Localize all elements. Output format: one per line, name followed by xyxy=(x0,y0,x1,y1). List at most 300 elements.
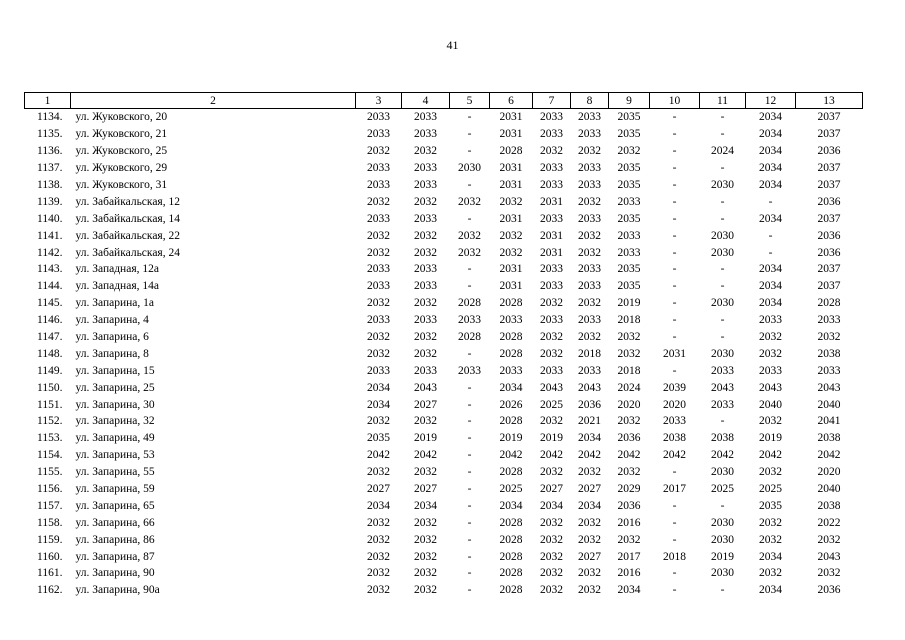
column-header: 13 xyxy=(796,93,863,109)
year-cell: 2034 xyxy=(759,584,782,597)
year-cell: - xyxy=(467,381,472,394)
year-cell: 2033 xyxy=(578,280,601,293)
table-row xyxy=(25,582,863,599)
year-cell: 2037 xyxy=(817,280,841,293)
year-cell: 2036 xyxy=(817,584,841,597)
year-cell: 2038 xyxy=(817,347,841,360)
year-cell: 2028 xyxy=(499,415,523,428)
year-cell: 2035 xyxy=(617,179,641,191)
year-cell: - xyxy=(467,483,472,496)
year-cell: - xyxy=(672,297,677,310)
address-cell: ул. Жуковского, 25 xyxy=(75,145,168,158)
address-cell: ул. Забайкальская, 14 xyxy=(75,212,180,225)
year-cell: 2032 xyxy=(367,533,390,546)
table-row xyxy=(25,497,863,514)
year-cell: 2042 xyxy=(414,449,437,462)
year-cell: 2033 xyxy=(540,280,563,293)
year-cell: 2028 xyxy=(499,516,523,529)
year-cell: - xyxy=(720,415,725,428)
year-cell: - xyxy=(768,195,773,208)
address-cell: ул. Запарина, 53 xyxy=(75,449,155,462)
year-cell: 2035 xyxy=(617,162,641,175)
row-number-cell: 1161. xyxy=(37,567,63,580)
row-number-cell: 1158. xyxy=(37,516,63,529)
year-cell: 2034 xyxy=(759,212,782,225)
year-cell: 2043 xyxy=(578,381,601,394)
year-cell: 2032 xyxy=(578,145,601,158)
year-cell: 2019 xyxy=(499,432,523,445)
year-cell: 2036 xyxy=(578,398,601,411)
year-cell: - xyxy=(672,364,677,377)
year-cell: 2030 xyxy=(711,533,734,546)
year-cell: 2028 xyxy=(499,466,523,479)
year-cell: 2033 xyxy=(711,398,734,411)
year-cell: 2033 xyxy=(711,364,734,377)
year-cell: 2031 xyxy=(499,179,523,191)
address-cell: ул. Запарина, 32 xyxy=(75,415,155,428)
table-row xyxy=(25,345,863,362)
year-cell: 2028 xyxy=(499,584,523,597)
year-cell: 2032 xyxy=(617,347,641,360)
year-cell: 2032 xyxy=(414,516,437,529)
year-cell: 2032 xyxy=(578,567,601,580)
year-cell: 2032 xyxy=(540,466,563,479)
year-cell: 2032 xyxy=(367,415,390,428)
year-cell: - xyxy=(768,246,773,259)
year-cell: - xyxy=(720,584,725,597)
year-cell: 2032 xyxy=(540,331,563,344)
year-cell: 2031 xyxy=(499,280,523,293)
year-cell: 2036 xyxy=(817,229,841,242)
table-row xyxy=(25,329,863,346)
year-cell: 2031 xyxy=(499,111,523,124)
year-cell: 2032 xyxy=(414,584,437,597)
table-row xyxy=(25,109,863,126)
year-cell: 2028 xyxy=(458,297,481,310)
column-header: 9 xyxy=(609,93,650,109)
year-cell: 2035 xyxy=(617,280,641,293)
year-cell: 2030 xyxy=(711,297,734,310)
address-cell: ул. Запарина, 30 xyxy=(75,398,155,411)
data-table xyxy=(24,92,863,599)
column-header: 7 xyxy=(533,93,571,109)
row-number-cell: 1160. xyxy=(37,550,63,563)
column-header: 3 xyxy=(356,93,402,109)
year-cell: - xyxy=(467,550,472,563)
year-cell: 2033 xyxy=(578,314,601,327)
year-cell: 2040 xyxy=(817,483,841,496)
year-cell: - xyxy=(720,128,725,141)
year-cell: 2032 xyxy=(578,229,601,242)
year-cell: 2018 xyxy=(578,347,601,360)
address-cell: ул. Запарина, 25 xyxy=(75,381,155,394)
year-cell: 2017 xyxy=(617,550,641,563)
row-number-cell: 1145. xyxy=(37,297,63,310)
year-cell: 2033 xyxy=(414,314,437,327)
year-cell: - xyxy=(467,516,472,529)
year-cell: 2032 xyxy=(540,533,563,546)
year-cell: - xyxy=(467,584,472,597)
year-cell: - xyxy=(720,212,725,225)
year-cell: 2032 xyxy=(617,145,641,158)
row-number-cell: 1142. xyxy=(37,246,63,259)
address-cell: ул. Запарина, 65 xyxy=(75,499,155,512)
year-cell: 2033 xyxy=(540,314,563,327)
year-cell: 2033 xyxy=(367,111,390,124)
year-cell: 2028 xyxy=(499,331,523,344)
row-number-cell: 1143. xyxy=(37,263,63,276)
year-cell: 2038 xyxy=(663,432,686,445)
year-cell: 2033 xyxy=(414,364,437,377)
year-cell: 2032 xyxy=(578,331,601,344)
year-cell: 2031 xyxy=(499,212,523,225)
year-cell: 2033 xyxy=(367,162,390,175)
year-cell: - xyxy=(467,179,472,191)
row-number-cell: 1136. xyxy=(37,145,63,158)
year-cell: 2028 xyxy=(458,331,481,344)
year-cell: 2032 xyxy=(458,246,481,259)
table-row xyxy=(25,295,863,312)
address-cell: ул. Западная, 14а xyxy=(75,280,159,293)
year-cell: 2020 xyxy=(663,398,686,411)
year-cell: 2033 xyxy=(499,364,523,377)
year-cell: 2030 xyxy=(711,347,734,360)
table-row xyxy=(25,531,863,548)
column-header: 10 xyxy=(650,93,700,109)
year-cell: 2037 xyxy=(817,162,841,175)
year-cell: 2043 xyxy=(414,381,437,394)
year-cell: 2024 xyxy=(617,381,641,394)
year-cell: 2032 xyxy=(759,516,782,529)
year-cell: 2032 xyxy=(578,297,601,310)
year-cell: 2032 xyxy=(578,516,601,529)
row-number-cell: 1151. xyxy=(37,398,63,411)
year-cell: 2043 xyxy=(711,381,734,394)
year-cell: 2034 xyxy=(759,145,782,158)
year-cell: 2033 xyxy=(617,246,641,259)
table-row xyxy=(25,177,863,194)
year-cell: 2033 xyxy=(414,280,437,293)
row-number-cell: 1134. xyxy=(37,111,63,124)
year-cell: 2032 xyxy=(499,195,523,208)
year-cell: 2018 xyxy=(663,550,686,563)
year-cell: 2019 xyxy=(759,432,782,445)
year-cell: 2043 xyxy=(817,381,841,394)
year-cell: 2032 xyxy=(540,516,563,529)
year-cell: 2022 xyxy=(817,516,841,529)
year-cell: 2042 xyxy=(663,449,686,462)
year-cell: 2027 xyxy=(578,550,601,563)
year-cell: - xyxy=(672,128,677,141)
year-cell: - xyxy=(672,584,677,597)
year-cell: 2034 xyxy=(759,179,782,191)
year-cell: 2031 xyxy=(499,263,523,276)
year-cell: 2034 xyxy=(617,584,641,597)
year-cell: - xyxy=(720,195,725,208)
table-row xyxy=(25,481,863,498)
address-cell: ул. Жуковского, 29 xyxy=(75,162,168,175)
year-cell: 2033 xyxy=(578,212,601,225)
year-cell: - xyxy=(467,415,472,428)
address-cell: ул. Жуковского, 20 xyxy=(75,111,168,124)
year-cell: 2038 xyxy=(817,432,841,445)
year-cell: - xyxy=(467,398,472,411)
year-cell: 2033 xyxy=(414,179,437,191)
year-cell: 2033 xyxy=(499,314,523,327)
year-cell: - xyxy=(720,111,725,124)
year-cell: - xyxy=(672,195,677,208)
year-cell: 2032 xyxy=(578,584,601,597)
year-cell: 2042 xyxy=(617,449,641,462)
address-cell: ул. Запарина, 59 xyxy=(75,483,155,496)
year-cell: 2037 xyxy=(817,111,841,124)
year-cell: - xyxy=(467,128,472,141)
year-cell: 2033 xyxy=(367,128,390,141)
year-cell: 2040 xyxy=(759,398,782,411)
year-cell: 2032 xyxy=(414,567,437,580)
year-cell: 2028 xyxy=(499,533,523,546)
year-cell: 2038 xyxy=(817,499,841,512)
column-header: 6 xyxy=(490,93,533,109)
row-number-cell: 1150. xyxy=(37,381,63,394)
year-cell: 2033 xyxy=(540,128,563,141)
year-cell: 2033 xyxy=(414,162,437,175)
year-cell: 2027 xyxy=(540,483,563,496)
year-cell: 2034 xyxy=(759,128,782,141)
row-number-cell: 1154. xyxy=(37,449,63,462)
year-cell: 2033 xyxy=(540,364,563,377)
year-cell: 2033 xyxy=(578,128,601,141)
year-cell: 2032 xyxy=(499,229,523,242)
address-cell: ул. Запарина, 90а xyxy=(75,584,160,597)
table-row xyxy=(25,430,863,447)
year-cell: 2033 xyxy=(540,212,563,225)
year-cell: 2032 xyxy=(759,415,782,428)
column-header: 4 xyxy=(402,93,450,109)
year-cell: 2032 xyxy=(817,331,841,344)
year-cell: 2032 xyxy=(540,550,563,563)
year-cell: 2017 xyxy=(663,483,686,496)
year-cell: - xyxy=(720,280,725,293)
table-row xyxy=(25,514,863,531)
year-cell: 2032 xyxy=(578,195,601,208)
year-cell: 2032 xyxy=(367,145,390,158)
address-cell: ул. Запарина, 49 xyxy=(75,432,155,445)
year-cell: - xyxy=(467,567,472,580)
address-cell: ул. Забайкальская, 24 xyxy=(75,246,180,259)
year-cell: - xyxy=(720,162,725,175)
year-cell: 2032 xyxy=(499,246,523,259)
year-cell: 2033 xyxy=(367,263,390,276)
year-cell: 2034 xyxy=(759,297,782,310)
year-cell: 2033 xyxy=(578,162,601,175)
year-cell: 2032 xyxy=(540,584,563,597)
address-cell: ул. Запарина, 1а xyxy=(75,297,154,310)
row-number-cell: 1140. xyxy=(37,212,63,225)
year-cell: 2037 xyxy=(817,179,841,191)
year-cell: - xyxy=(672,516,677,529)
year-cell: 2032 xyxy=(367,550,390,563)
year-cell: 2033 xyxy=(578,179,601,191)
year-cell: 2033 xyxy=(367,314,390,327)
row-number-cell: 1155. xyxy=(37,466,63,479)
year-cell: 2032 xyxy=(367,229,390,242)
year-cell: 2032 xyxy=(540,297,563,310)
year-cell: 2032 xyxy=(617,533,641,546)
year-cell: 2031 xyxy=(663,347,686,360)
year-cell: 2034 xyxy=(759,550,782,563)
year-cell: 2026 xyxy=(499,398,523,411)
year-cell: - xyxy=(467,145,472,158)
row-number-cell: 1153. xyxy=(37,432,63,445)
year-cell: 2042 xyxy=(817,449,841,462)
year-cell: 2043 xyxy=(540,381,563,394)
year-cell: 2034 xyxy=(367,499,390,512)
year-cell: 2033 xyxy=(617,229,641,242)
table-row xyxy=(25,261,863,278)
year-cell: 2041 xyxy=(817,415,841,428)
year-cell: 2034 xyxy=(759,263,782,276)
year-cell: 2033 xyxy=(414,111,437,124)
address-cell: ул. Запарина, 4 xyxy=(75,314,149,327)
row-number-cell: 1156. xyxy=(37,483,63,496)
year-cell: - xyxy=(672,499,677,512)
year-cell: - xyxy=(672,280,677,293)
row-number-cell: 1135. xyxy=(37,128,63,141)
year-cell: 2028 xyxy=(817,297,841,310)
row-number-cell: 1152. xyxy=(37,415,63,428)
year-cell: 2033 xyxy=(540,111,563,124)
address-cell: ул. Забайкальская, 12 xyxy=(75,195,180,208)
year-cell: - xyxy=(467,499,472,512)
year-cell: 2035 xyxy=(617,111,641,124)
row-number-cell: 1148. xyxy=(37,347,63,360)
year-cell: - xyxy=(672,212,677,225)
table-header-row xyxy=(25,93,863,109)
table-row xyxy=(25,160,863,177)
row-number-cell: 1141. xyxy=(37,229,63,242)
year-cell: 2020 xyxy=(617,398,641,411)
year-cell: 2020 xyxy=(817,466,841,479)
year-cell: 2038 xyxy=(711,432,734,445)
year-cell: 2034 xyxy=(578,499,601,512)
year-cell: - xyxy=(672,246,677,259)
year-cell: 2033 xyxy=(578,263,601,276)
address-cell: ул. Запарина, 86 xyxy=(75,533,155,546)
year-cell: 2028 xyxy=(499,550,523,563)
year-cell: - xyxy=(467,263,472,276)
year-cell: 2032 xyxy=(817,533,841,546)
address-cell: ул. Западная, 12а xyxy=(75,263,159,276)
table-row xyxy=(25,126,863,143)
year-cell: 2032 xyxy=(367,347,390,360)
year-cell: 2034 xyxy=(499,381,523,394)
row-number-cell: 1146. xyxy=(37,314,63,327)
column-header: 5 xyxy=(450,93,490,109)
year-cell: 2032 xyxy=(540,347,563,360)
year-cell: 2032 xyxy=(617,415,641,428)
year-cell: 2037 xyxy=(817,212,841,225)
year-cell: 2032 xyxy=(759,347,782,360)
year-cell: 2030 xyxy=(711,567,734,580)
column-header: 8 xyxy=(571,93,609,109)
year-cell: 2032 xyxy=(759,567,782,580)
year-cell: - xyxy=(467,347,472,360)
year-cell: 2032 xyxy=(367,466,390,479)
year-cell: - xyxy=(467,280,472,293)
table-row xyxy=(25,396,863,413)
year-cell: 2032 xyxy=(414,533,437,546)
row-number-cell: 1137. xyxy=(37,162,63,175)
year-cell: - xyxy=(672,331,677,344)
year-cell: 2032 xyxy=(759,533,782,546)
table-row xyxy=(25,244,863,261)
year-cell: 2035 xyxy=(617,263,641,276)
year-cell: 2025 xyxy=(540,398,563,411)
address-cell: ул. Запарина, 8 xyxy=(75,347,149,360)
year-cell: - xyxy=(467,111,472,124)
year-cell: - xyxy=(672,162,677,175)
year-cell: 2032 xyxy=(617,331,641,344)
year-cell: 2034 xyxy=(759,162,782,175)
year-cell: 2032 xyxy=(617,466,641,479)
year-cell: - xyxy=(672,229,677,242)
year-cell: 2033 xyxy=(817,364,841,377)
column-header: 12 xyxy=(746,93,796,109)
year-cell: 2028 xyxy=(499,145,523,158)
year-cell: 2033 xyxy=(458,364,481,377)
address-cell: ул. Забайкальская, 22 xyxy=(75,229,180,242)
year-cell: 2032 xyxy=(414,347,437,360)
year-cell: 2032 xyxy=(540,145,563,158)
year-cell: 2035 xyxy=(367,432,390,445)
year-cell: 2032 xyxy=(414,229,437,242)
table-row xyxy=(25,143,863,160)
column-header: 11 xyxy=(700,93,746,109)
year-cell: 2034 xyxy=(367,381,390,394)
year-cell: 2027 xyxy=(414,398,437,411)
year-cell: 2016 xyxy=(617,516,641,529)
year-cell: 2034 xyxy=(367,398,390,411)
table-row xyxy=(25,362,863,379)
year-cell: 2037 xyxy=(817,263,841,276)
year-cell: - xyxy=(672,567,677,580)
year-cell: - xyxy=(720,314,725,327)
year-cell: 2036 xyxy=(817,246,841,259)
year-cell: 2028 xyxy=(499,297,523,310)
year-cell: 2033 xyxy=(414,212,437,225)
year-cell: 2021 xyxy=(578,415,601,428)
year-cell: 2034 xyxy=(540,499,563,512)
year-cell: 2033 xyxy=(414,263,437,276)
year-cell: - xyxy=(720,499,725,512)
year-cell: 2032 xyxy=(414,297,437,310)
column-header: 2 xyxy=(71,93,356,109)
year-cell: 2032 xyxy=(367,246,390,259)
year-cell: 2034 xyxy=(759,280,782,293)
year-cell: 2027 xyxy=(414,483,437,496)
year-cell: 2032 xyxy=(578,466,601,479)
year-cell: - xyxy=(720,263,725,276)
year-cell: 2039 xyxy=(663,381,686,394)
address-cell: ул. Запарина, 6 xyxy=(75,331,149,344)
year-cell: 2025 xyxy=(499,483,523,496)
table-row xyxy=(25,312,863,329)
table-row xyxy=(25,447,863,464)
year-cell: 2033 xyxy=(578,111,601,124)
year-cell: 2030 xyxy=(711,516,734,529)
year-cell: 2037 xyxy=(817,128,841,141)
